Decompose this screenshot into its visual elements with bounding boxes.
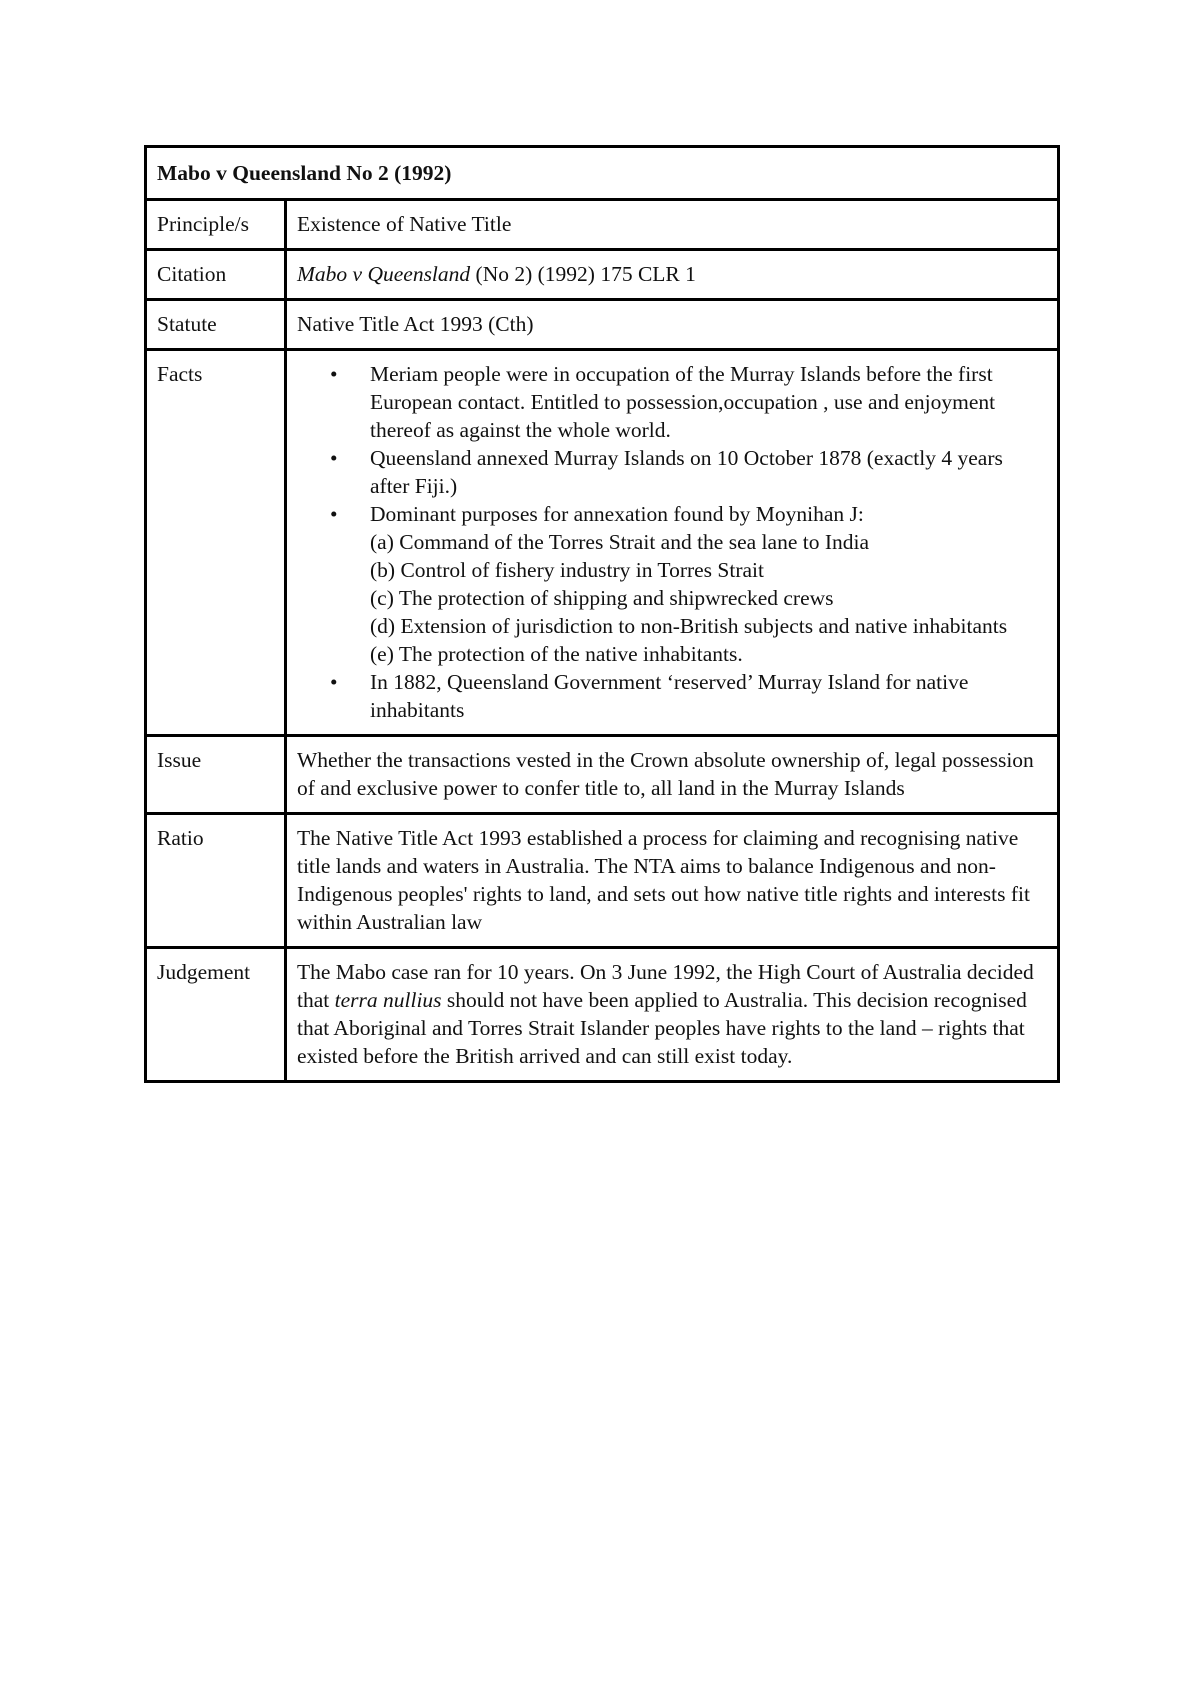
purpose-a: (a) Command of the Torres Strait and the sea lane to India bbox=[370, 530, 870, 554]
list-item bbox=[330, 360, 1047, 444]
citation-case-name: Mabo v Queensland bbox=[297, 262, 471, 286]
bullet-icon: • bbox=[330, 362, 338, 386]
purpose-d: (d) Extension of jurisdiction to non-British subjects and native inhabitants bbox=[370, 614, 1008, 638]
title-row bbox=[146, 147, 1059, 200]
issue-value: Whether the transactions vested in the Crown absolute ownership of, legal possession of and exclusive power to confer title to, all land in the Murray Islands bbox=[286, 736, 1059, 814]
principle-value: Existence of Native Title bbox=[286, 200, 1059, 250]
statute-label: Statute bbox=[146, 300, 286, 350]
bullet-icon: • bbox=[330, 446, 338, 470]
facts-list bbox=[297, 360, 1047, 724]
citation-value bbox=[286, 250, 1059, 300]
fact-text: Meriam people were in occupation of the Murray Islands before the first European contact. Entitled to possession,occupation , use and enjoyment thereof as against the whole world. bbox=[370, 362, 996, 442]
purpose-e: (e) The protection of the native inhabitants. bbox=[370, 642, 743, 666]
ratio-row bbox=[146, 814, 1059, 948]
fact-text: Dominant purposes for annexation found by Moynihan J: bbox=[370, 502, 864, 526]
fact-text: In 1882, Queensland Government ‘reserved’ Murray Island for native inhabitants bbox=[370, 670, 969, 722]
facts-label: Facts bbox=[146, 350, 286, 736]
list-item bbox=[330, 444, 1047, 500]
list-item bbox=[330, 500, 1047, 668]
purpose-c: (c) The protection of shipping and shipwrecked crews bbox=[370, 586, 834, 610]
facts-value bbox=[286, 350, 1059, 736]
fact-text: Queensland annexed Murray Islands on 10 October 1878 (exactly 4 years after Fiji.) bbox=[370, 446, 1003, 498]
statute-value: Native Title Act 1993 (Cth) bbox=[286, 300, 1059, 350]
principle-row bbox=[146, 200, 1059, 250]
citation-row bbox=[146, 250, 1059, 300]
judgement-text-start: The Mabo case ran for 10 years. On 3 June 1992, the High Court of Australia decided that bbox=[297, 960, 1034, 1012]
judgement-latin-term: terra nullius bbox=[334, 988, 442, 1012]
issue-label: Issue bbox=[146, 736, 286, 814]
ratio-label: Ratio bbox=[146, 814, 286, 948]
judgement-text-end: should not have been applied to Australia. This decision recognised that Aboriginal and Torres Strait Islander peoples have rights to the land – rights that existed before the British arrived and can still exist today. bbox=[297, 988, 1027, 1068]
judgement-value bbox=[286, 948, 1059, 1082]
judgement-label: Judgement bbox=[146, 948, 286, 1082]
principle-label: Principle/s bbox=[146, 200, 286, 250]
bullet-icon: • bbox=[330, 502, 338, 526]
facts-row bbox=[146, 350, 1059, 736]
judgement-row bbox=[146, 948, 1059, 1082]
ratio-value: The Native Title Act 1993 established a process for claiming and recognising native title lands and waters in Australia. The NTA aims to balance Indigenous and non-Indigenous peoples' rights to land, and sets out how native title rights and interests fit within Australian law bbox=[286, 814, 1059, 948]
case-title: Mabo v Queensland No 2 (1992) bbox=[146, 147, 1059, 200]
list-item bbox=[330, 668, 1047, 724]
statute-row bbox=[146, 300, 1059, 350]
citation-reference: (No 2) (1992) 175 CLR 1 bbox=[470, 262, 696, 286]
bullet-icon: • bbox=[330, 670, 338, 694]
issue-row bbox=[146, 736, 1059, 814]
purpose-b: (b) Control of fishery industry in Torres Strait bbox=[370, 558, 765, 582]
citation-label: Citation bbox=[146, 250, 286, 300]
case-summary-table bbox=[144, 145, 1060, 1083]
